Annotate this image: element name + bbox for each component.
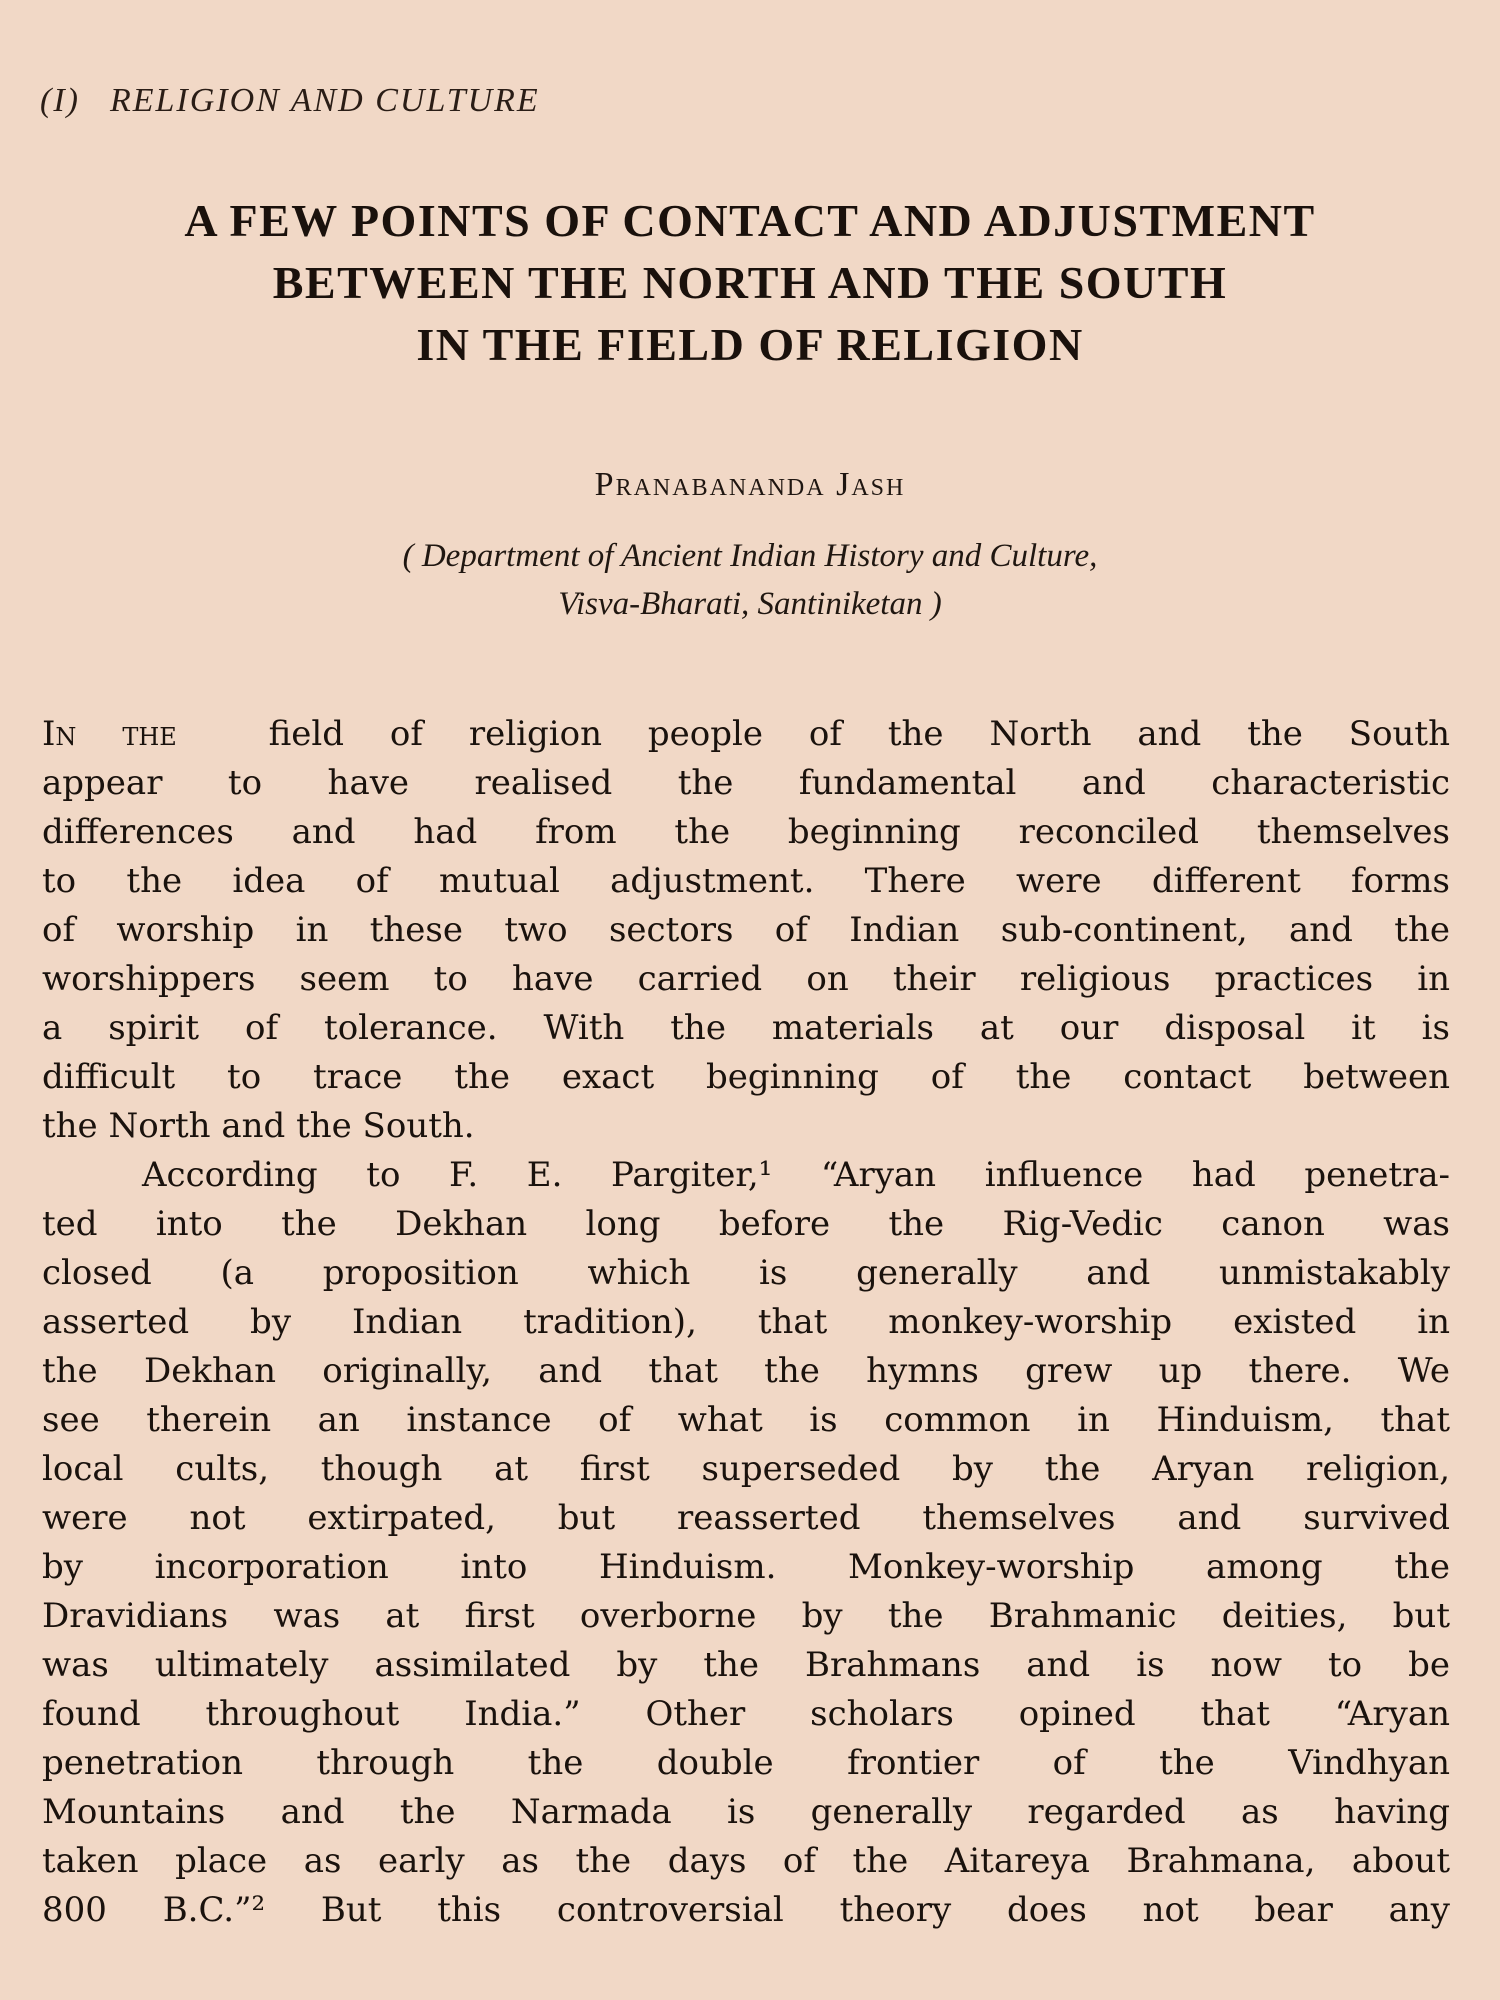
article-body bbox=[42, 710, 1450, 1935]
body-line: taken place as early as the days of the Aitareya Brahmana, about bbox=[42, 1841, 1450, 1881]
body-line bbox=[42, 710, 1450, 759]
affiliation-line: ( Department of Ancient Indian History and Culture, bbox=[402, 538, 1098, 574]
body-line: Mountains and the Narmada is generally regarded as having bbox=[42, 1792, 1450, 1832]
body-line: closed (a proposition which is generally and unmistakably bbox=[42, 1253, 1450, 1293]
body-line: local cults, though at first superseded by the Aryan religion, bbox=[42, 1449, 1450, 1489]
body-line: 800 B.C.”² But this controversial theory does not bear any bbox=[42, 1890, 1450, 1930]
body-line: appear to have realised the fundamental and characteristic bbox=[42, 763, 1450, 803]
section-header bbox=[40, 82, 540, 120]
body-line: were not extirpated, but reasserted themselves and survived bbox=[42, 1498, 1450, 1538]
body-line: the North and the South. bbox=[42, 1106, 475, 1146]
body-line: ted into the Dekhan long before the Rig-Vedic canon was bbox=[42, 1204, 1450, 1244]
body-line: a spirit of tolerance. With the materials at our disposal it is bbox=[42, 1008, 1450, 1048]
body-line: found throughout India.” Other scholars opined that “Aryan bbox=[42, 1694, 1450, 1734]
body-line: penetration through the double frontier of the Vindhyan bbox=[42, 1743, 1450, 1783]
lead-in: In the bbox=[42, 714, 177, 754]
body-line: see therein an instance of what is common in Hinduism, that bbox=[42, 1400, 1450, 1440]
body-line: to the idea of mutual adjustment. There were different forms bbox=[42, 861, 1450, 901]
body-line: difficult to trace the exact beginning of the contact between bbox=[42, 1057, 1450, 1097]
affiliation-line: Visva-Bharati, Santiniketan ) bbox=[558, 586, 942, 622]
title-line: BETWEEN THE NORTH AND THE SOUTH bbox=[272, 257, 1228, 308]
body-line: worshippers seem to have carried on their religious practices in bbox=[42, 959, 1450, 999]
title-line: IN THE FIELD OF RELIGION bbox=[416, 319, 1084, 370]
author-name: Pranabananda Jash bbox=[594, 466, 906, 503]
author-affiliation bbox=[0, 532, 1500, 628]
section-title: RELIGION AND CULTURE bbox=[109, 82, 540, 119]
body-line: differences and had from the beginning reconciled themselves bbox=[42, 812, 1450, 852]
title-line: A FEW POINTS OF CONTACT AND ADJUSTMENT bbox=[184, 195, 1316, 246]
article-title bbox=[30, 190, 1470, 376]
body-line: asserted by Indian tradition), that monkey-worship existed in bbox=[42, 1302, 1450, 1342]
body-line: Dravidians was at first overborne by the Brahmanic deities, but bbox=[42, 1596, 1450, 1636]
body-text: field of religion people of the North and the South bbox=[268, 714, 1450, 754]
body-line: was ultimately assimilated by the Brahmans and is now to be bbox=[42, 1645, 1450, 1685]
body-line: the Dekhan originally, and that the hymns grew up there. We bbox=[42, 1351, 1450, 1391]
body-line: by incorporation into Hinduism. Monkey-worship among the bbox=[42, 1547, 1450, 1587]
body-line: of worship in these two sectors of Indian sub-continent, and the bbox=[42, 910, 1450, 950]
section-number: (I) bbox=[40, 82, 80, 119]
body-line: According to F. E. Pargiter,¹ “Aryan influence had penetra- bbox=[142, 1155, 1450, 1195]
